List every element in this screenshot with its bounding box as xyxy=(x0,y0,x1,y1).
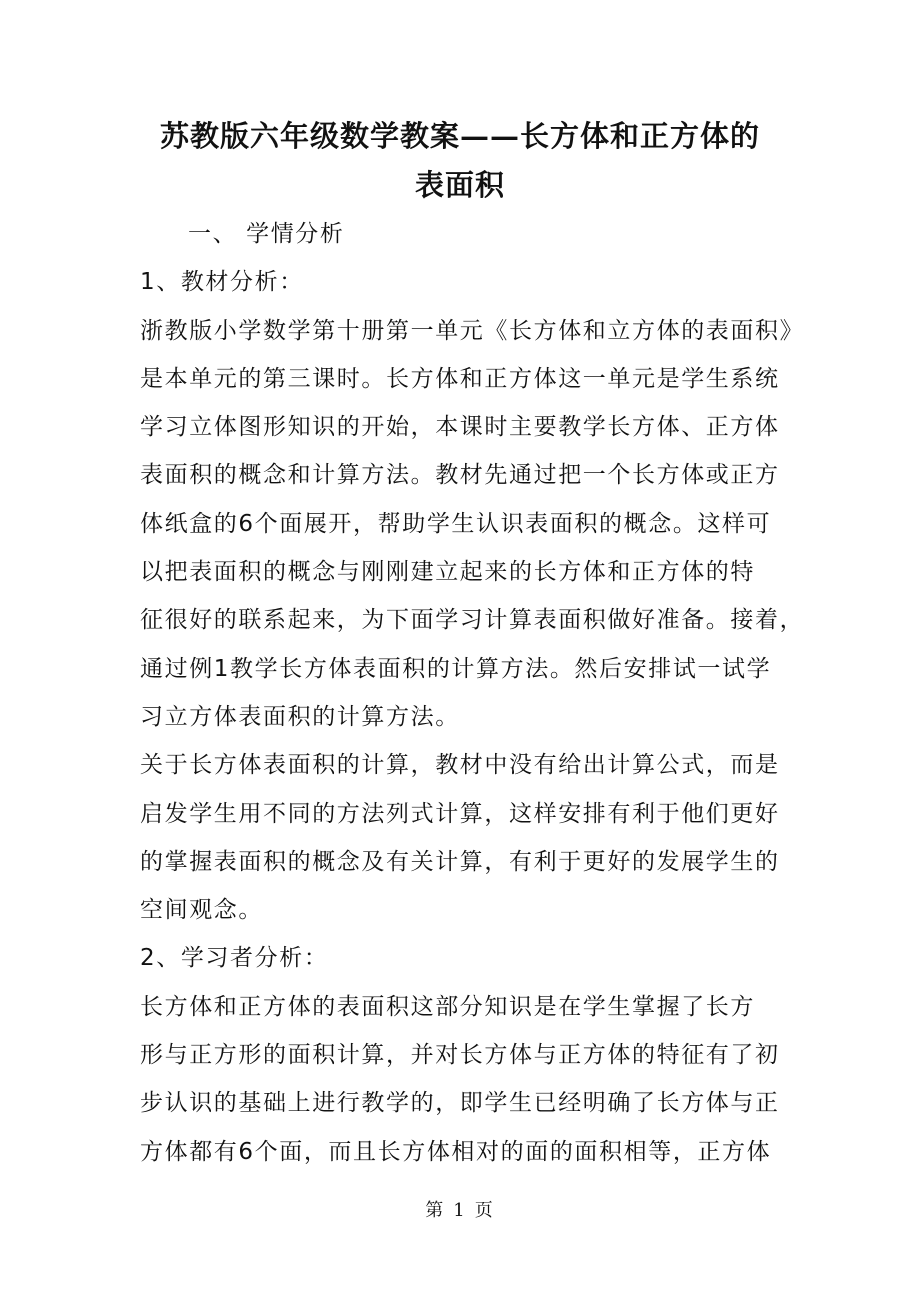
paragraph-line: 形与正方形的面积计算，并对长方体与正方体的特征有了初 xyxy=(140,1042,780,1069)
paragraph-line: 征很好的联系起来，为下面学习计算表面积做好准备。接着， xyxy=(140,607,805,634)
paragraph-line: 表面积的概念和计算方法。教材先通过把一个长方体或正方 xyxy=(140,462,780,489)
paragraph-line: 浙教版小学数学第十册第一单元《长方体和立方体的表面积》 xyxy=(140,317,805,344)
paragraph-line: 步认识的基础上进行教学的，即学生已经明确了长方体与正 xyxy=(140,1090,780,1117)
subsection-heading: 2、学习者分析： xyxy=(140,945,329,972)
paragraph-line: 空间观念。 xyxy=(140,897,263,924)
paragraph-line: 方体都有6个面，而且长方体相对的面的面积相等，正方体 xyxy=(140,1138,772,1165)
section-heading: 一、 学情分析 xyxy=(188,221,345,247)
document-body xyxy=(140,210,805,1176)
subsection-heading: 1、教材分析： xyxy=(140,269,304,296)
paragraph-line: 长方体和正方体的表面积这部分知识是在学生掌握了长方 xyxy=(140,993,755,1020)
document-title-line-1: 苏教版六年级数学教案——长方体和正方体的 xyxy=(159,119,760,153)
page-footer xyxy=(0,1196,920,1222)
paragraph-line: 体纸盒的6个面展开，帮助学生认识表面积的概念。这样可 xyxy=(140,510,772,537)
paragraph-line: 是本单元的第三课时。长方体和正方体这一单元是学生系统 xyxy=(140,365,780,392)
paragraph-line: 以把表面积的概念与刚刚建立起来的长方体和正方体的特 xyxy=(140,559,755,586)
paragraph-line: 学习立体图形知识的开始，本课时主要教学长方体、正方体 xyxy=(140,414,780,441)
footer-prefix: 第 xyxy=(425,1200,446,1221)
paragraph-line: 的掌握表面积的概念及有关计算，有利于更好的发展学生的 xyxy=(140,848,780,875)
page-number: 1 xyxy=(453,1200,467,1221)
paragraph-line: 关于长方体表面积的计算，教材中没有给出计算公式，而是 xyxy=(140,752,780,779)
document-title-line-2: 表面积 xyxy=(414,168,505,202)
paragraph-line: 通过例1教学长方体表面积的计算方法。然后安排试一试学 xyxy=(140,655,772,682)
paragraph-line: 习立方体表面积的计算方法。 xyxy=(140,703,460,730)
footer-suffix: 页 xyxy=(474,1200,495,1221)
paragraph-line: 启发学生用不同的方法列式计算，这样安排有利于他们更好 xyxy=(140,800,780,827)
